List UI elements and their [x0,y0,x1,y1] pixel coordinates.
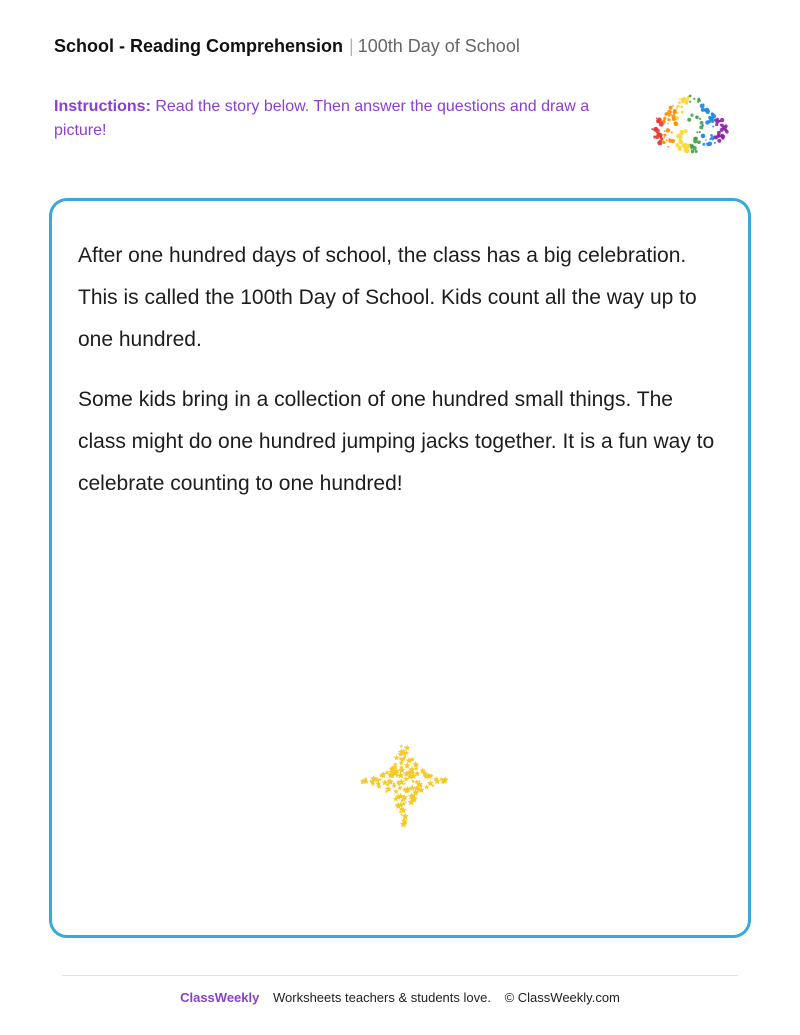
instructions-text: Read the story below. Then answer the questions and draw a picture! [54,98,590,139]
rainbow-cloud-icon [640,90,736,154]
star-burst-icon [346,719,462,839]
page-subtitle: 100th Day of School [357,36,520,56]
title-separator: | [349,36,354,56]
footer-divider [62,975,738,976]
page-header [54,36,520,57]
story-paragraph-1: After one hundred days of school, the class has a big celebration. This is called the 100th Day of School. Kids count all the way up to one hundred. [78,244,697,351]
footer [0,990,800,1005]
story-text [78,235,718,523]
story-paragraph-2: Some kids bring in a collection of one hundred small things. The class might do one hundred jumping jacks together. It is a fun way to celebrate counting to one hundred! [78,388,715,495]
instructions [54,95,614,143]
footer-brand: ClassWeekly [180,990,260,1005]
footer-copyright: © ClassWeekly.com [504,990,620,1005]
instructions-label: Instructions: [54,98,151,115]
story-box [49,198,751,938]
footer-tagline: Worksheets teachers & students love. [272,990,491,1005]
page-title: School - Reading Comprehension [54,36,344,56]
